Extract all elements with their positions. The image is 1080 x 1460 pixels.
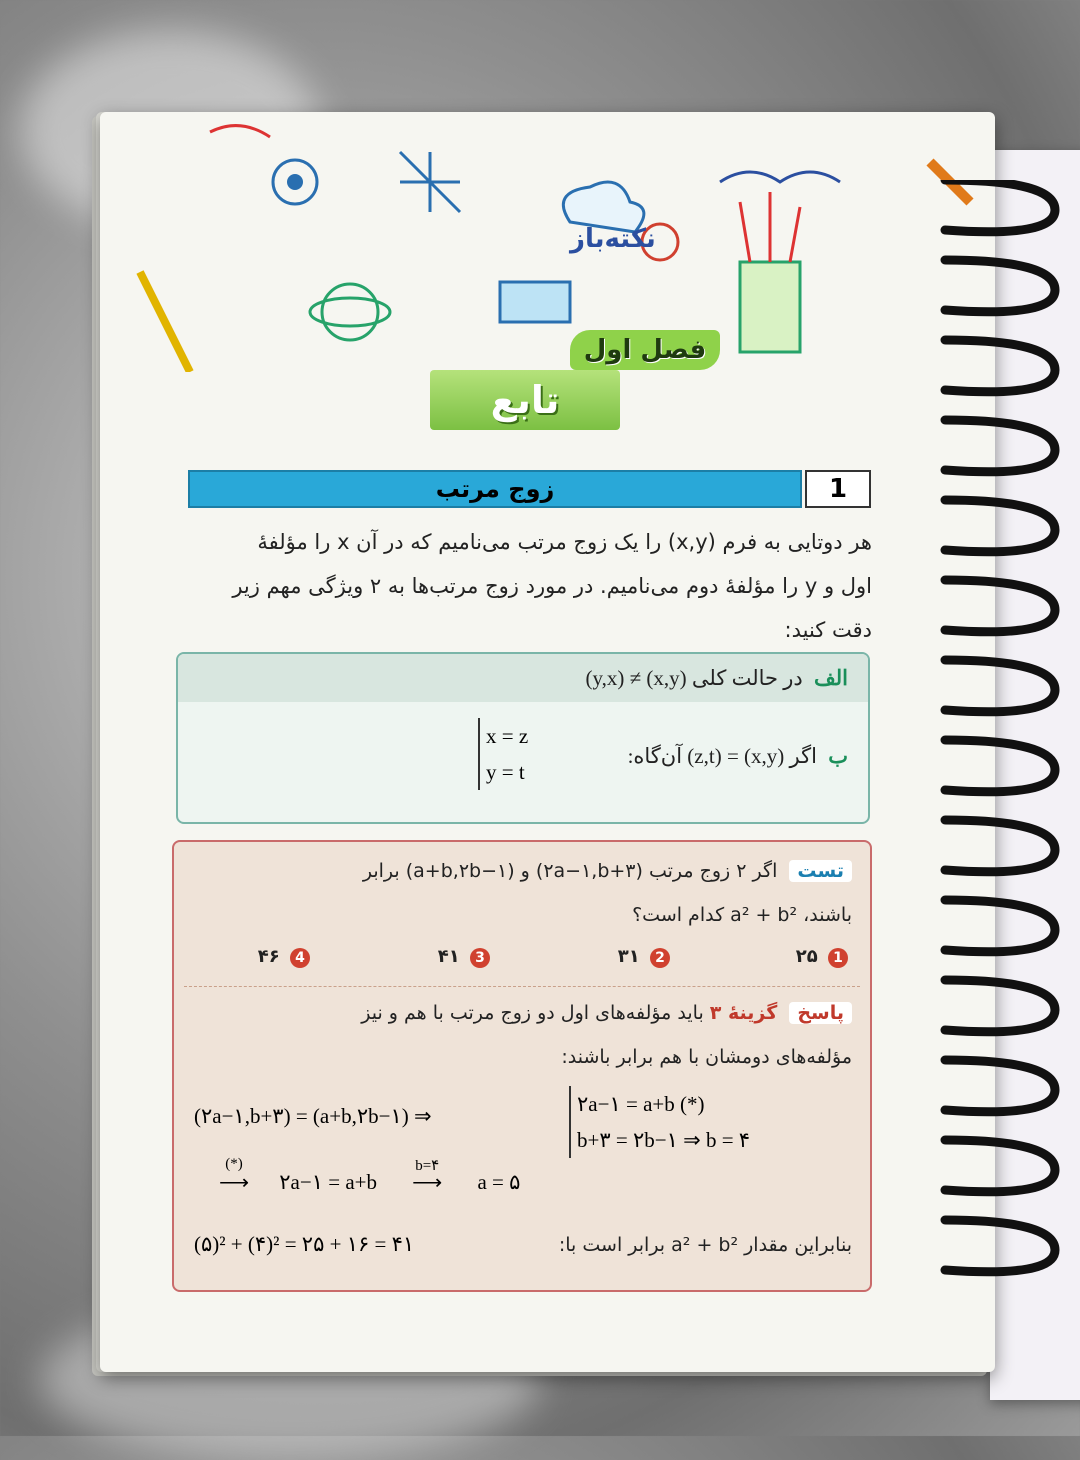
test-question-text: اگر ۲ زوج مرتب (۲a−۱,b+۳) و (a+b,۲b−۱) برابر	[362, 860, 778, 882]
arrow-label: b=۴	[415, 1158, 440, 1174]
intro-paragraph	[172, 520, 872, 652]
option-2	[618, 946, 670, 968]
chapter-label: فصل اول	[570, 330, 720, 370]
answer-system	[569, 1086, 750, 1158]
squiggle-doodle	[210, 126, 270, 137]
answer-choice: گزینهٔ ۳	[709, 1002, 778, 1024]
system-eq: b+۳ = ۲b−۱ ⇒ b = ۴	[577, 1128, 751, 1152]
arrow-label: (*)	[225, 1156, 243, 1172]
step-equation: ۲a−۱ = a+b	[279, 1170, 377, 1194]
test-tag: تست	[789, 860, 852, 882]
test-question-line	[363, 860, 852, 882]
divider	[184, 986, 860, 987]
option-value: ۴۱	[437, 946, 460, 967]
section-title: زوج مرتب	[188, 470, 802, 508]
option-number: 3	[470, 948, 490, 968]
books-doodle	[500, 282, 570, 322]
chapter-title: تابع	[430, 370, 620, 430]
arrow-step: (*) ⟶	[194, 1170, 274, 1195]
answer-line	[361, 1002, 852, 1024]
book-page	[100, 112, 995, 1372]
system-eq: y = t	[486, 760, 525, 784]
pencils-doodle	[740, 192, 800, 262]
property-b-text: اگر (x,y) = (z,t) آن‌گاه:	[627, 744, 817, 768]
system-eq: x = z	[486, 724, 529, 748]
test-question-text: باشند، a² + b² کدام است؟	[632, 904, 852, 926]
section-number: 1	[805, 470, 871, 508]
system-eq: ۲a−۱ = a+b (*)	[577, 1092, 705, 1116]
option-number: 2	[650, 948, 670, 968]
bullet-a: الف	[814, 666, 848, 690]
pencil-cup-doodle	[740, 262, 800, 352]
doodle-label: نکته‌باز	[570, 224, 656, 254]
option-number: 1	[828, 948, 848, 968]
option-3	[438, 946, 490, 968]
bullet-b: ب	[828, 744, 848, 768]
spiral-binding	[935, 180, 1065, 1330]
property-a	[586, 666, 848, 691]
answer-tag: پاسخ	[789, 1002, 852, 1024]
answer-line	[561, 1046, 852, 1068]
system-of-equations	[478, 718, 528, 790]
answer-text: باید مؤلفه‌های اول دو زوج مرتب با هم و نیز	[361, 1002, 704, 1024]
doodle-header-illustration	[100, 112, 995, 372]
option-value: ۳۱	[617, 946, 640, 967]
step-result: a = ۵	[477, 1170, 521, 1194]
final-text: بنابراین مقدار a² + b² برابر است با:	[558, 1234, 852, 1256]
atom-doodle	[322, 284, 378, 340]
intro-line: اول و y را مؤلفهٔ دوم می‌نامیم. در مورد زوج مرتب‌ها به ۲ ویژگی مهم زیر	[232, 574, 872, 598]
intro-line: دقت کنید:	[784, 618, 872, 642]
option-value: ۴۶	[257, 946, 280, 967]
arrow-step: b=۴ ⟶	[382, 1170, 472, 1195]
intro-line: هر دوتایی به فرم (x,y) را یک زوج مرتب می‌نامیم که در آن x را مؤلفهٔ	[257, 530, 872, 554]
option-1	[796, 946, 848, 968]
option-4	[258, 946, 310, 968]
star-burst-doodle	[400, 152, 460, 212]
option-number: 4	[290, 948, 310, 968]
test-box	[172, 840, 872, 1292]
main-equation: (۲a−۱,b+۳) = (a+b,۲b−۱) ⇒	[194, 1104, 432, 1128]
answer-options	[174, 946, 870, 976]
property-a-text: در حالت کلی (x,y) ≠ (y,x)	[585, 666, 803, 690]
property-b	[628, 744, 848, 769]
properties-box	[176, 652, 870, 824]
pencil-doodle	[140, 272, 190, 372]
glasses-doodle	[720, 172, 840, 182]
test-question-line	[632, 904, 852, 926]
eye-pupil	[287, 174, 303, 190]
option-value: ۲۵	[795, 946, 818, 967]
final-equation: (۵)² + (۴)² = ۲۵ + ۱۶ = ۴۱	[194, 1232, 415, 1256]
final-line	[559, 1234, 852, 1256]
substitution-step	[194, 1156, 521, 1195]
answer-text: مؤلفه‌های دومشان با هم برابر باشند:	[561, 1046, 852, 1068]
